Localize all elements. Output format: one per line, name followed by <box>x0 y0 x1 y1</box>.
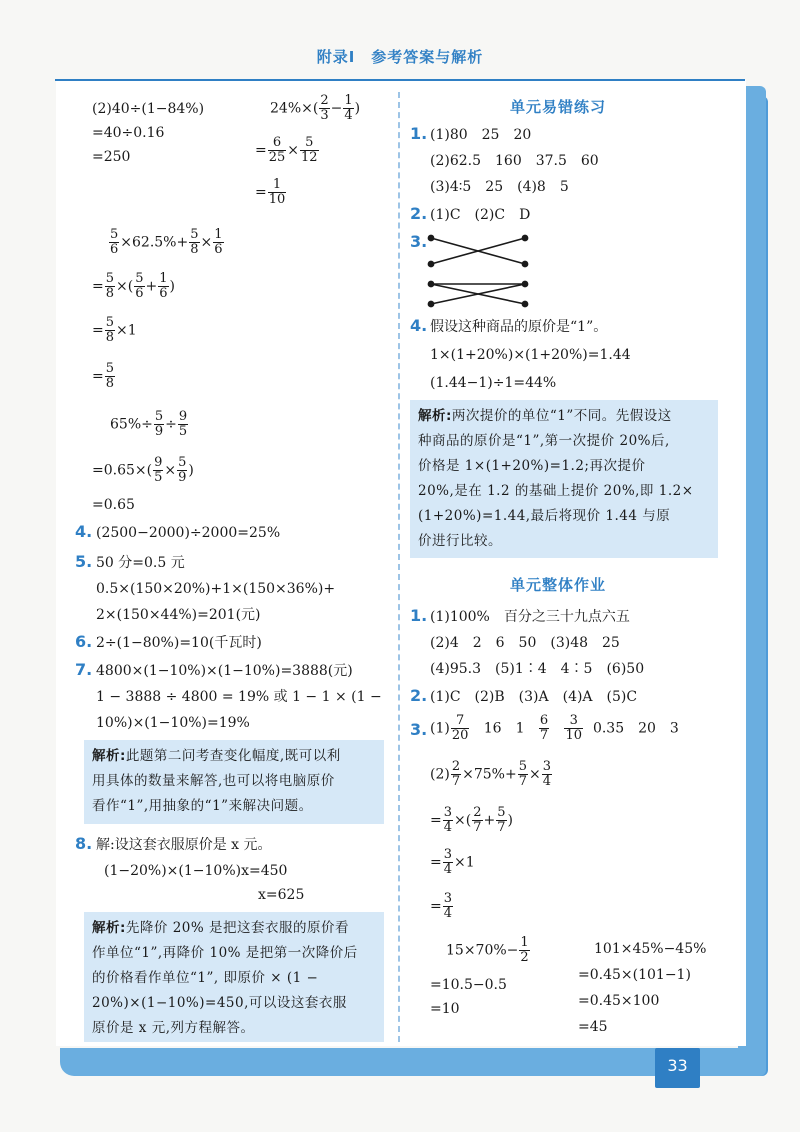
denominator: 2 <box>520 950 529 965</box>
math-expr <box>430 892 454 921</box>
denominator: 5 <box>178 424 188 439</box>
text-line: (1)100% 百分之三十九点六五 <box>430 609 630 625</box>
fraction <box>134 272 144 301</box>
math-expr <box>92 316 137 345</box>
numerator: 6 <box>539 713 549 728</box>
match-dot <box>522 235 527 240</box>
denominator: 4 <box>344 108 353 123</box>
math-expr <box>110 410 189 439</box>
text-line: 假设这种商品的原价是“1”。 <box>430 319 608 335</box>
text-line: × <box>287 142 300 159</box>
question-number: 7. <box>75 660 93 679</box>
fraction <box>518 760 528 789</box>
numerator: 5 <box>497 805 506 820</box>
fraction <box>178 410 188 439</box>
math-expr <box>92 362 116 391</box>
numerator: 3 <box>443 891 453 906</box>
numerator: 1 <box>268 178 287 193</box>
text-line: (1)C (2)C D <box>430 207 531 223</box>
numerator: 6 <box>268 136 287 151</box>
fraction <box>109 228 119 257</box>
page-number: 33 <box>655 1048 700 1088</box>
denominator: 9 <box>154 424 164 439</box>
question-number: 4. <box>410 316 428 335</box>
text-line: =0.45×(101−1) <box>578 967 691 983</box>
text-line: 16 1 <box>483 720 525 737</box>
note-text: 原价是 x 元,列方程解答。 <box>92 1020 255 1036</box>
numerator: 2 <box>451 759 461 774</box>
denominator: 3 <box>320 108 329 123</box>
text-line: × <box>164 462 177 479</box>
fraction <box>268 136 287 165</box>
numerator: 9 <box>178 409 188 424</box>
note-text: 的价格看作单位“1”, 即原价 × (1 − <box>92 970 319 986</box>
analysis-note <box>84 740 384 824</box>
note-text: 种商品的原价是“1”,第一次提价 20%后, <box>418 433 670 449</box>
question-number: 5. <box>75 552 93 571</box>
match-dot <box>522 281 527 286</box>
text-line: 50 分=0.5 元 <box>96 555 185 571</box>
question-number: 3. <box>410 232 428 251</box>
text-line: ×1 <box>116 322 137 339</box>
text-line: =0.65 <box>92 497 135 513</box>
fraction <box>105 272 115 301</box>
text-line: 0.5×(150×20%)+1×(150×36%)+ <box>96 581 336 597</box>
note-text: 作单位“1”,再降价 10% 是把第一次降价后 <box>92 945 358 961</box>
note-text: (1+20%)=1.44,最后将现价 1.44 与原 <box>418 508 671 524</box>
numerator: 1 <box>344 93 353 108</box>
note-label: 解析: <box>92 920 126 936</box>
denominator: 4 <box>443 862 453 877</box>
text-line: 2×(150×44%)=201(元) <box>96 607 261 623</box>
denominator: 4 <box>443 906 453 921</box>
denominator: 7 <box>539 728 549 743</box>
text-line: (2500−2000)÷2000=25% <box>96 525 281 541</box>
text-line: 2÷(1−80%)=10(千瓦时) <box>96 635 262 651</box>
denominator: 4 <box>443 820 453 835</box>
text-line: 101×45%−45% <box>594 941 707 957</box>
note-text: 两次提价的单位“1”不同。先假设这 <box>451 408 672 424</box>
text-line: 10%)×(1−10%)=19% <box>96 715 250 731</box>
fraction <box>519 936 529 965</box>
numerator: 5 <box>190 227 199 242</box>
text-line: ÷ <box>165 416 177 433</box>
numerator: 5 <box>105 315 115 330</box>
question-number: 6. <box>75 632 93 651</box>
matching-diagram <box>425 228 535 308</box>
text-line: = <box>430 898 442 915</box>
text-line: (2)40÷(1−84%) <box>92 101 205 117</box>
fraction <box>154 410 164 439</box>
denominator: 20 <box>451 728 469 743</box>
denominator: 4 <box>542 774 551 789</box>
math-expr <box>255 136 320 165</box>
question-number: 4. <box>75 522 93 541</box>
text-line: − <box>330 100 343 117</box>
math-expr <box>430 806 513 835</box>
text-line: (4)95.3 (5)1∶4 4∶5 (6)50 <box>430 661 645 677</box>
numerator: 5 <box>518 759 527 774</box>
text-line: 65%÷ <box>110 416 153 433</box>
note-text: 此题第二问考查变化幅度,既可以利 <box>125 748 341 764</box>
match-dot <box>522 301 527 306</box>
math-expr <box>430 760 553 789</box>
note-label: 解析: <box>92 748 126 764</box>
fraction <box>153 456 163 485</box>
numerator: 2 <box>473 805 482 820</box>
text-line: =0.45×100 <box>578 993 660 1009</box>
text-line: = <box>430 812 442 829</box>
numerator: 5 <box>135 271 144 286</box>
denominator: 8 <box>105 376 115 391</box>
text-line: (1−20%)×(1−10%)x=450 <box>104 863 288 879</box>
fraction <box>158 272 168 301</box>
fraction <box>564 714 583 743</box>
question-number: 1. <box>410 124 428 143</box>
fraction <box>539 714 549 743</box>
text-line: 0.35 20 3 <box>592 720 679 737</box>
text-line: = <box>92 322 104 339</box>
text-line: ×75%+ <box>462 766 517 783</box>
text-line: 4800×(1−10%)×(1−10%)=3888(元) <box>96 663 353 679</box>
numerator: 1 <box>214 227 223 242</box>
denominator: 7 <box>451 774 461 789</box>
text-line: (3)4∶5 25 (4)8 5 <box>430 179 569 195</box>
text-line: ) <box>188 462 194 479</box>
denominator: 25 <box>268 150 286 165</box>
numerator: 2 <box>320 93 329 108</box>
text-line: ×1 <box>454 854 475 871</box>
section-title: 单元整体作业 <box>510 576 607 594</box>
note-text: 用具体的数量来解答,也可以将电脑原价 <box>92 773 335 789</box>
text-line: = <box>92 368 104 385</box>
math-expr <box>430 848 475 877</box>
math-expr <box>255 178 287 207</box>
numerator: 1 <box>520 935 529 950</box>
text-line: + <box>145 278 158 295</box>
math-expr: = $\frac{5}{8}$ ×( $\frac{5}{6}$ + $\frac{1}{6}$ ) <box>92 271 175 301</box>
text-line: × <box>528 766 541 783</box>
question-number: 1. <box>410 606 428 625</box>
denominator: 5 <box>154 470 163 485</box>
text-line: (1) <box>430 720 450 737</box>
text-line: =10 <box>430 1001 460 1017</box>
note-text: 价格是 1×(1+20%)=1.2;再次提价 <box>418 458 646 474</box>
denominator: 8 <box>105 286 115 301</box>
text-line: (1.44−1)÷1=44% <box>430 375 557 391</box>
numerator: 1 <box>159 271 168 286</box>
text-line: + <box>483 812 496 829</box>
numerator: 5 <box>300 136 319 151</box>
fraction <box>443 806 453 835</box>
text-line: (2)4 2 6 50 (3)48 25 <box>430 635 620 651</box>
text-line: ×( <box>454 812 472 829</box>
fraction <box>213 228 223 257</box>
note-text: 看作“1”,用抽象的“1”来解决问题。 <box>92 798 313 814</box>
fraction <box>451 760 461 789</box>
denominator: 6 <box>135 286 144 301</box>
numerator: 3 <box>564 714 583 729</box>
text-line: =40÷0.16 <box>92 125 165 141</box>
match-dot <box>428 235 433 240</box>
text-line: ×62.5%+ <box>120 234 189 251</box>
numerator: 9 <box>154 455 163 470</box>
note-text: 先降价 20% 是把这套衣服的原价看 <box>125 920 349 936</box>
denominator: 10 <box>565 728 583 743</box>
page-header: 附录Ⅰ 参考答案与解析 <box>316 48 484 66</box>
match-dot <box>428 261 433 266</box>
fraction <box>496 806 506 835</box>
denominator: 7 <box>497 820 506 835</box>
text-line: =0.65×( <box>92 462 153 479</box>
fraction <box>105 316 115 345</box>
note-text: 20%)×(1−10%)=450,可以设这套衣服 <box>92 995 347 1011</box>
match-dot <box>522 261 527 266</box>
text-line: (1)80 25 20 <box>430 127 532 143</box>
numerator: 3 <box>542 759 551 774</box>
text-line: 15×70%− <box>446 942 519 959</box>
question-number: 2. <box>410 204 428 223</box>
text-line: = <box>92 278 104 295</box>
text-line: x=625 <box>258 887 305 903</box>
numerator: 3 <box>443 847 453 862</box>
numerator: 5 <box>105 361 115 376</box>
analysis-note <box>84 912 384 1042</box>
numerator: 5 <box>178 455 187 470</box>
math-expr <box>430 714 679 743</box>
denominator: 7 <box>518 774 527 789</box>
question-number: 3. <box>410 720 428 739</box>
fraction <box>542 760 552 789</box>
denominator: 10 <box>268 192 286 207</box>
fraction <box>105 362 115 391</box>
text-line: ) <box>354 100 361 117</box>
match-dot <box>428 281 433 286</box>
math-expr <box>92 456 194 485</box>
fraction <box>472 806 482 835</box>
header-rule <box>55 79 745 81</box>
fraction <box>300 136 319 165</box>
fraction <box>451 714 470 743</box>
column-divider <box>398 92 400 1042</box>
math-expr <box>270 94 360 123</box>
text-line: = <box>430 854 442 871</box>
text-line: 1 − 3888 ÷ 4800 = 19% 或 1 − 1 × (1 − <box>96 689 382 705</box>
text-line: ) <box>507 812 513 829</box>
fraction <box>268 178 287 207</box>
numerator: 7 <box>451 714 470 729</box>
text-line: =250 <box>92 149 131 165</box>
text-line: =45 <box>578 1019 608 1035</box>
text-line: × <box>200 234 213 251</box>
text-line: (2)62.5 160 37.5 60 <box>430 153 599 169</box>
text-line: =10.5−0.5 <box>430 977 507 993</box>
fraction <box>443 892 453 921</box>
denominator: 7 <box>473 820 482 835</box>
denominator: 9 <box>178 470 187 485</box>
denominator: 12 <box>301 150 318 165</box>
text-line: (2) <box>430 766 450 783</box>
analysis-note <box>410 400 718 558</box>
math-expr <box>446 936 531 965</box>
denominator: 6 <box>110 242 119 257</box>
denominator: 6 <box>159 286 168 301</box>
note-text: 价进行比较。 <box>418 533 502 549</box>
note-text: 20%,是在 1.2 的基础上提价 20%,即 1.2× <box>418 483 694 499</box>
note-label: 解析: <box>418 408 452 424</box>
numerator: 3 <box>443 805 453 820</box>
numerator: 5 <box>154 409 164 424</box>
denominator: 6 <box>214 242 223 257</box>
text-line: = <box>255 142 267 159</box>
fraction <box>189 228 199 257</box>
fraction <box>177 456 187 485</box>
section-title: 单元易错练习 <box>510 98 607 116</box>
denominator: 8 <box>190 242 199 257</box>
text-line: 1×(1+20%)×(1+20%)=1.44 <box>430 347 631 363</box>
math-expr <box>108 228 225 257</box>
text-line: (1)C (2)B (3)A (4)A (5)C <box>430 689 638 705</box>
text-line: 解:设这套衣服原价是 x 元。 <box>96 837 272 853</box>
text-line: = <box>255 184 267 201</box>
text-line: × <box>116 278 128 295</box>
fraction <box>343 94 353 123</box>
fraction <box>443 848 453 877</box>
match-dot <box>428 301 433 306</box>
text-line: 24%×( <box>270 100 319 117</box>
denominator: 8 <box>105 330 115 345</box>
numerator: 5 <box>110 227 119 242</box>
numerator: 5 <box>105 271 115 286</box>
fraction <box>319 94 329 123</box>
question-number: 2. <box>410 686 428 705</box>
question-number: 8. <box>75 834 93 853</box>
